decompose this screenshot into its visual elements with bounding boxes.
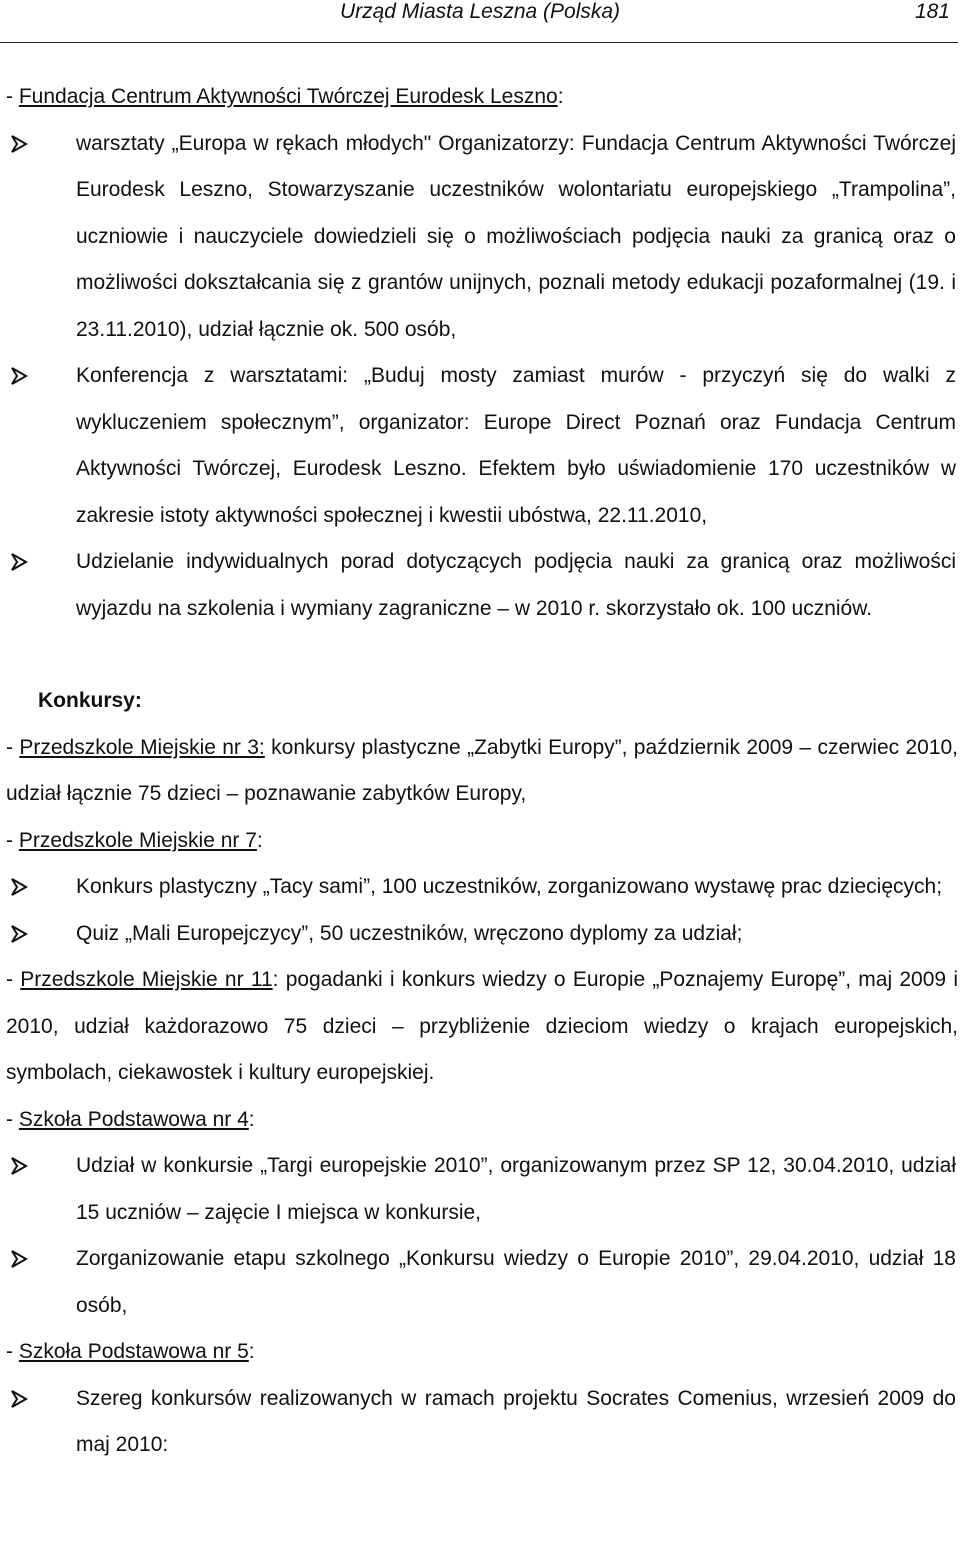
list-item xyxy=(0,911,958,958)
arrowhead-bullet-icon xyxy=(10,877,28,897)
list-item xyxy=(0,1143,958,1236)
arrowhead-bullet-icon xyxy=(10,1389,28,1409)
colon-suffix: : xyxy=(248,1340,255,1363)
org-line-sp-5 xyxy=(0,1329,958,1376)
list-item-text: Szereg konkursów realizowanych w ramach projektu Socrates Comenius, wrzesień 2009 do maj 2010: xyxy=(76,1386,956,1456)
org-name: Fundacja Centrum Aktywności Twórczej Eurodesk Leszno xyxy=(18,85,558,108)
dash-prefix: - xyxy=(6,968,21,991)
org-name: Przedszkole Miejskie nr 7 xyxy=(18,828,257,852)
arrowhead-bullet-icon xyxy=(10,1156,28,1176)
list-item-text: Zorganizowanie etapu szkolnego „Konkursu wiedzy o Europie 2010”, 29.04.2010, udział 18 osób, xyxy=(76,1247,956,1317)
arrowhead-bullet-icon xyxy=(10,134,28,154)
dash-prefix: - xyxy=(6,1107,19,1131)
page-header xyxy=(0,0,960,40)
list-item xyxy=(0,121,958,354)
list-item-text: Konferencja z warsztatami: „Buduj mosty zamiast murów - przyczyń się do walki z wykluczeniem społecznym”, organizator: Europe Direct Poznań oraz Fundacja Centrum Aktywności Twórczej, Eurodesk Leszno. Efektem było uświadomienie 170 uczestników w zakresie istoty aktywności społecznej i kwestii ubóstwa, 22.11.2010, xyxy=(76,364,956,527)
arrowhead-bullet-icon xyxy=(10,924,28,944)
org-name: Przedszkole Miejskie nr 3: xyxy=(19,735,265,759)
list-item-text: Udzielanie indywidualnych porad dotyczących podjęcia nauki za granicą oraz możliwości wyjazdu na szkolenia i wymiany zagraniczne – w 2010 r. skorzystało ok. 100 uczniów. xyxy=(76,550,956,620)
arrowhead-bullet-icon xyxy=(10,1249,28,1269)
spacer xyxy=(0,632,958,678)
dash-prefix: - xyxy=(6,85,19,108)
org-description: : pogadanki i konkurs wiedzy o Europie „Poznajemy Europę”, maj 2009 i 2010, udział każdorazowo 75 dzieci – przybliżenie dzieciom wiedzy o krajach europejskich, symbolach, ciekawostek i kultury europejskiej. xyxy=(6,968,958,1084)
org-line-przedszkole-3 xyxy=(0,725,958,818)
org-name: Szkoła Podstawowa nr 4 xyxy=(18,1107,249,1131)
list-item-text: Udział w konkursie „Targi europejskie 2010”, organizowanym przez SP 12, 30.04.2010, udział 15 uczniów – zajęcie I miejsca w konkursie, xyxy=(76,1154,956,1224)
org-line-sp-4 xyxy=(0,1097,958,1144)
colon-suffix: : xyxy=(256,828,263,852)
list-item xyxy=(0,1236,958,1329)
list-item xyxy=(0,1376,958,1469)
org-line-przedszkole-7 xyxy=(0,818,958,865)
dash-prefix: - xyxy=(6,1340,19,1363)
header-title: Urząd Miasta Leszna (Polska) xyxy=(339,0,621,23)
dash-prefix: - xyxy=(6,828,19,852)
org-name: Szkoła Podstawowa nr 5 xyxy=(18,1340,249,1363)
list-item-text: warsztaty „Europa w rękach młodych" Organizatorzy: Fundacja Centrum Aktywności Twórczej Eurodesk Leszno, Stowarzyszanie uczestników wolontariatu europejskiego „Trampolina”, uczniowie i nauczyciele dowiedzieli się o możliwościach podjęcia nauki za granicą oraz o możliwości dokształcania się z grantów unijnych, poznali metody edukacji pozaformalnej (19. i 23.11.2010), udział łącznie ok. 500 osób, xyxy=(76,131,956,341)
list-item xyxy=(0,539,958,632)
page-content xyxy=(0,74,958,1469)
list-item-text: Quiz „Mali Europejczycy”, 50 uczestników, wręczono dyplomy za udział; xyxy=(76,921,743,945)
org-name: Przedszkole Miejskie nr 11 xyxy=(20,968,273,991)
header-divider xyxy=(0,42,958,43)
section-heading-konkursy: Konkursy: xyxy=(38,689,142,712)
list-item-text: Konkurs plastyczny „Tacy sami”, 100 uczestników, zorganizowano wystawę prac dziecięcych; xyxy=(76,875,943,898)
arrowhead-bullet-icon xyxy=(10,366,28,386)
list-item xyxy=(0,353,958,539)
org-line-fundacja xyxy=(0,74,958,121)
list-item xyxy=(0,864,958,911)
colon-suffix: : xyxy=(248,1107,255,1131)
page-number: 181 xyxy=(914,0,950,23)
colon-suffix: : xyxy=(557,85,564,108)
arrowhead-bullet-icon xyxy=(10,552,28,572)
dash-prefix: - xyxy=(6,735,20,759)
org-line-przedszkole-11 xyxy=(0,957,958,1097)
org-description: konkursy plastyczne „Zabytki Europy”, październik 2009 – czerwiec 2010, udział łącznie 75 dzieci – poznawanie zabytków Europy, xyxy=(6,735,959,805)
